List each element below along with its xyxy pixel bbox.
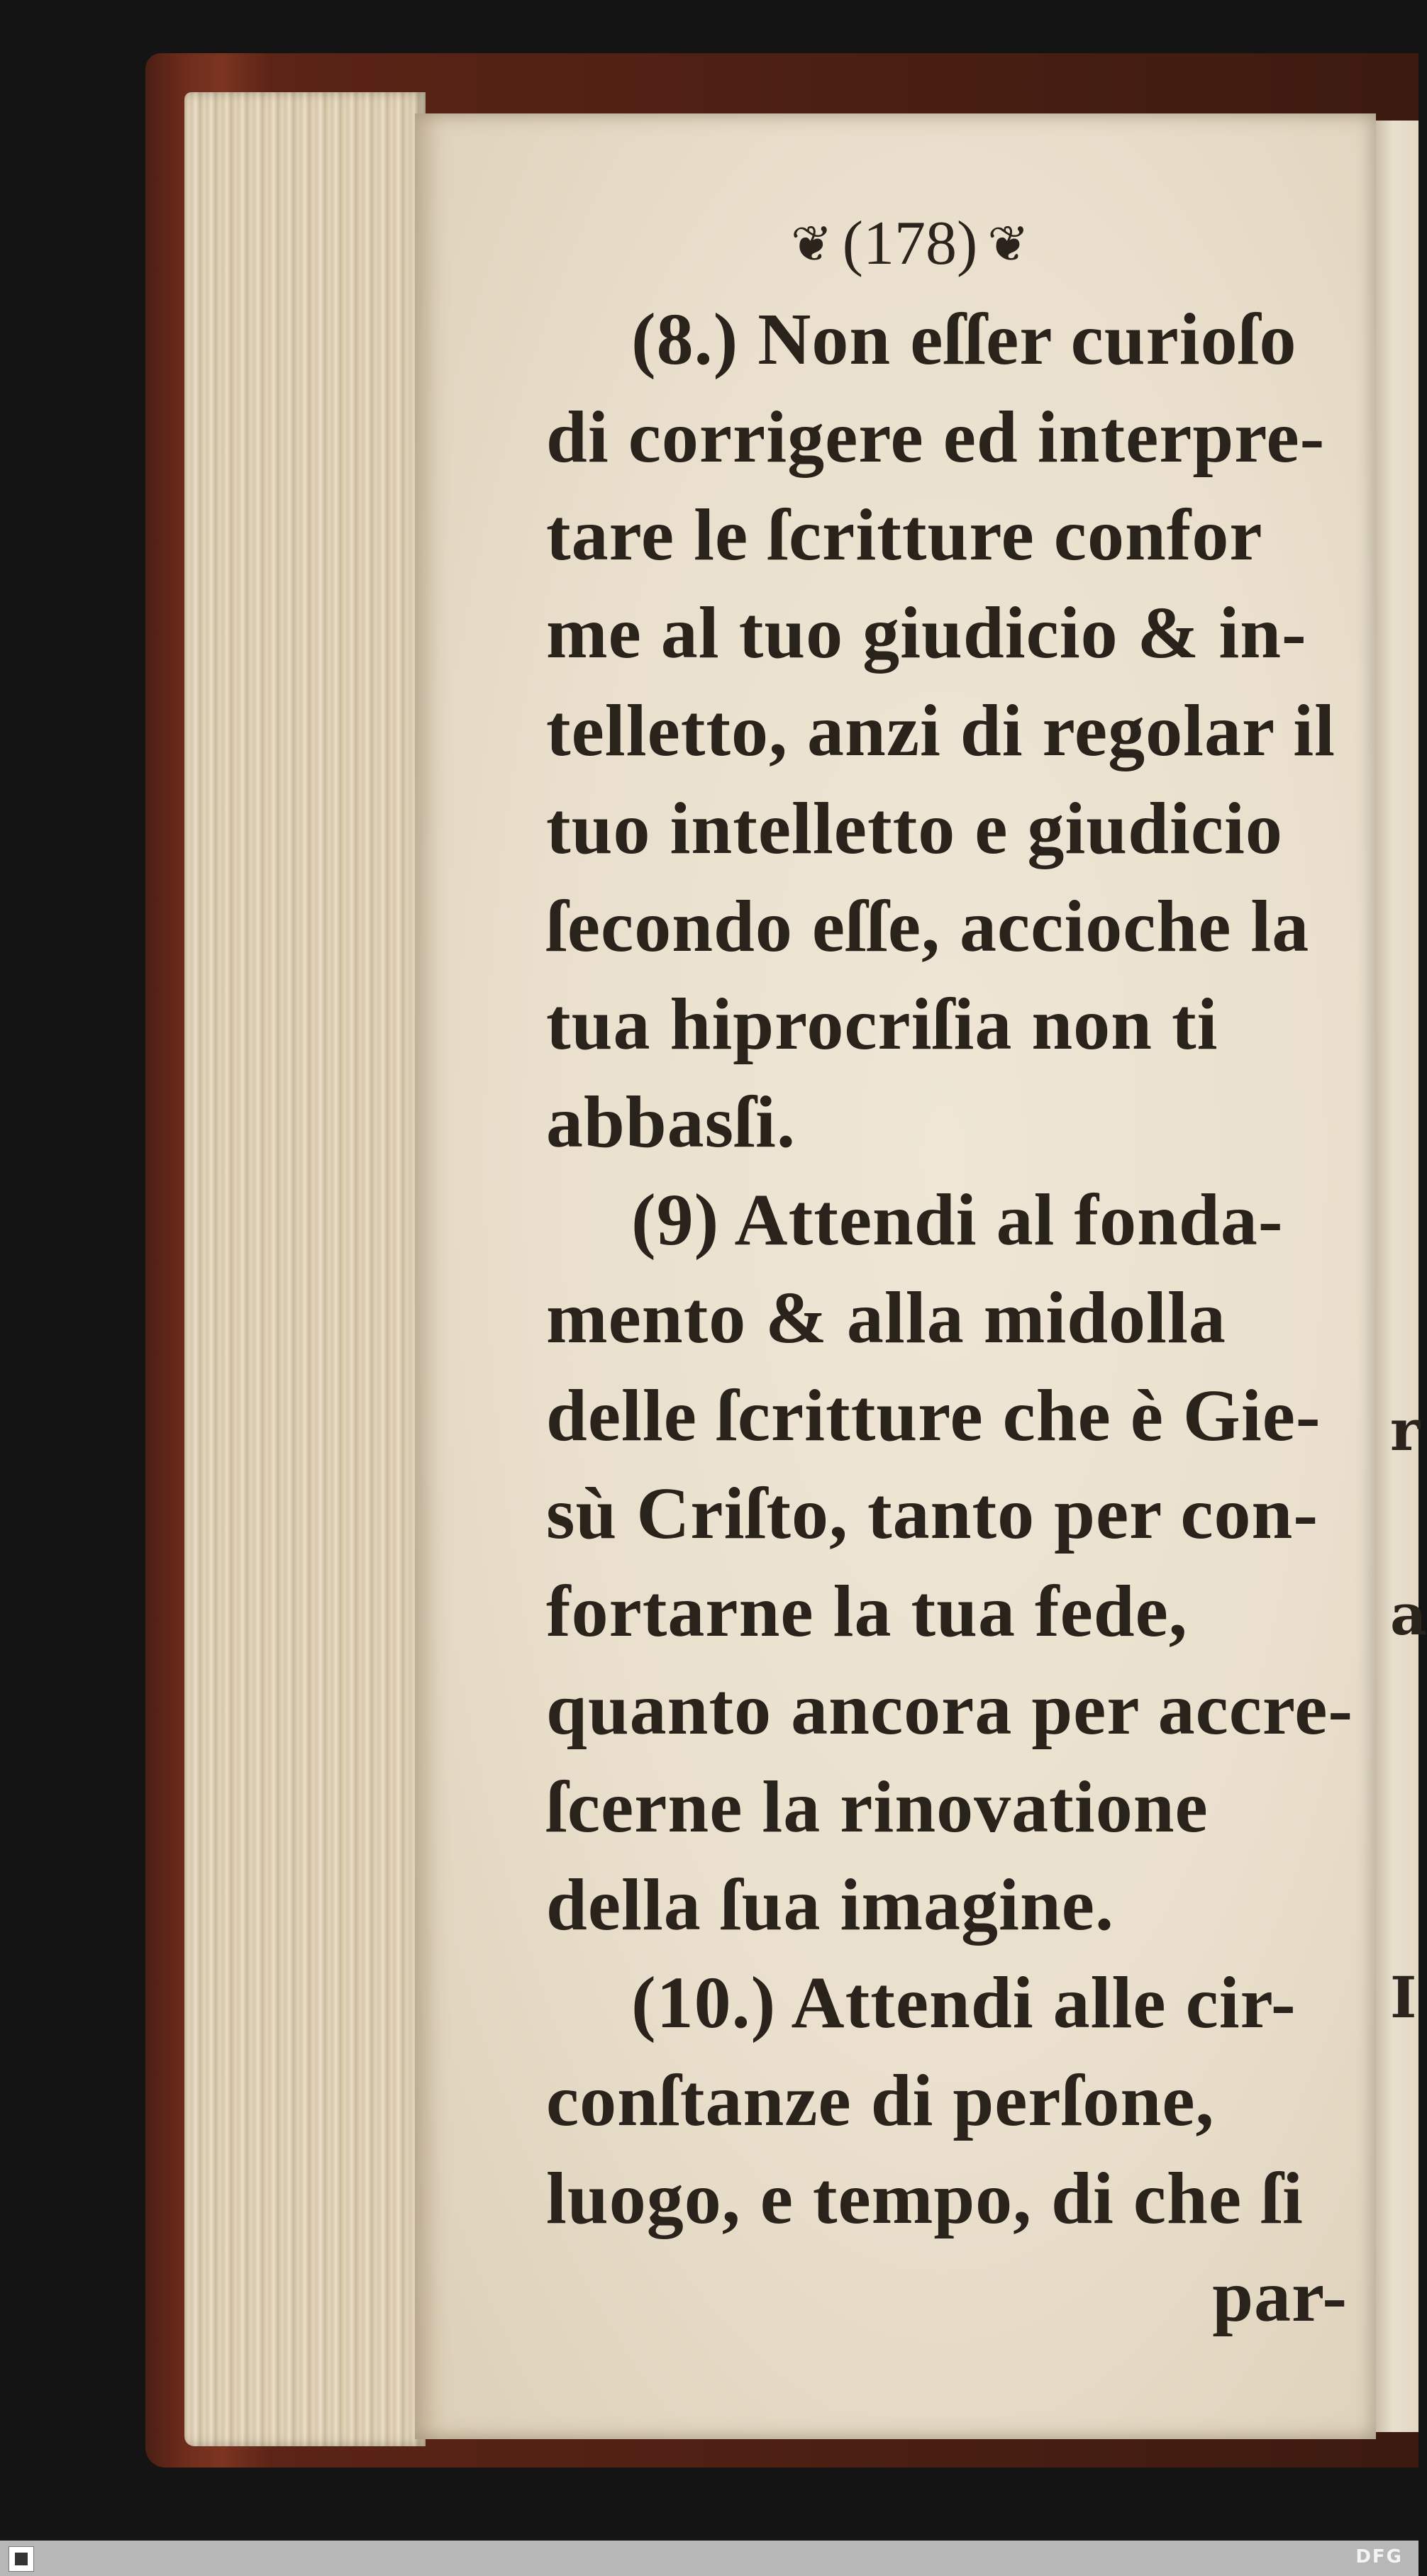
text-line: delle ſcritture che è Gie- [546,1375,1321,1456]
library-logo-icon [9,2546,34,2572]
catchword: par- [1212,2256,1348,2337]
dfg-label: DFG [1355,2546,1403,2567]
text-line: (8.) Non eſſer curioſo [631,299,1297,380]
text-line: abbasſi. [546,1081,796,1163]
text-line: (9) Attendi al fonda- [631,1179,1284,1261]
fleuron-right-icon: ❦ [987,215,1029,273]
text-line: conſtanze di perſone, [546,2060,1215,2141]
text-line: tare le ſcritture confor [546,494,1263,576]
next-page-fragment: I [1390,1964,1417,2031]
text-line: ſcerne la rinovatione [546,1766,1209,1848]
text-line: ſecondo eſſe, accioche la [546,886,1310,967]
text-line: sù Criſto, tanto per con- [546,1473,1319,1554]
text-line: di corrigere ed interpre- [546,396,1326,478]
next-page-fragment: a [1390,1581,1427,1648]
text-line: (10.) Attendi alle cir- [631,1962,1296,2043]
text-line: mento & alla midolla [546,1277,1226,1359]
next-page-fragment: r [1390,1397,1421,1463]
page-fore-edge [184,92,426,2446]
page-header [791,209,1029,278]
text-line: luogo, e tempo, di che ſi [546,2158,1304,2239]
text-line: telletto, anzi di regolar il [546,690,1336,771]
page-body-text [546,291,1362,2346]
text-line: della ſua imagine. [546,1864,1114,1946]
fleuron-left-icon: ❦ [791,215,833,273]
text-line: tua hiprocriſia non ti [546,983,1218,1065]
archive-footer-bar [0,2541,1418,2576]
next-page-edge [1376,121,1427,2432]
text-line: me al tuo giudicio & in- [546,592,1307,674]
text-line: tuo intelletto e giudicio [546,788,1283,869]
text-line: quanto ancora per accre- [546,1668,1353,1750]
text-line: fortarne la tua fede, [546,1571,1188,1652]
page-number: (178) [842,209,978,278]
